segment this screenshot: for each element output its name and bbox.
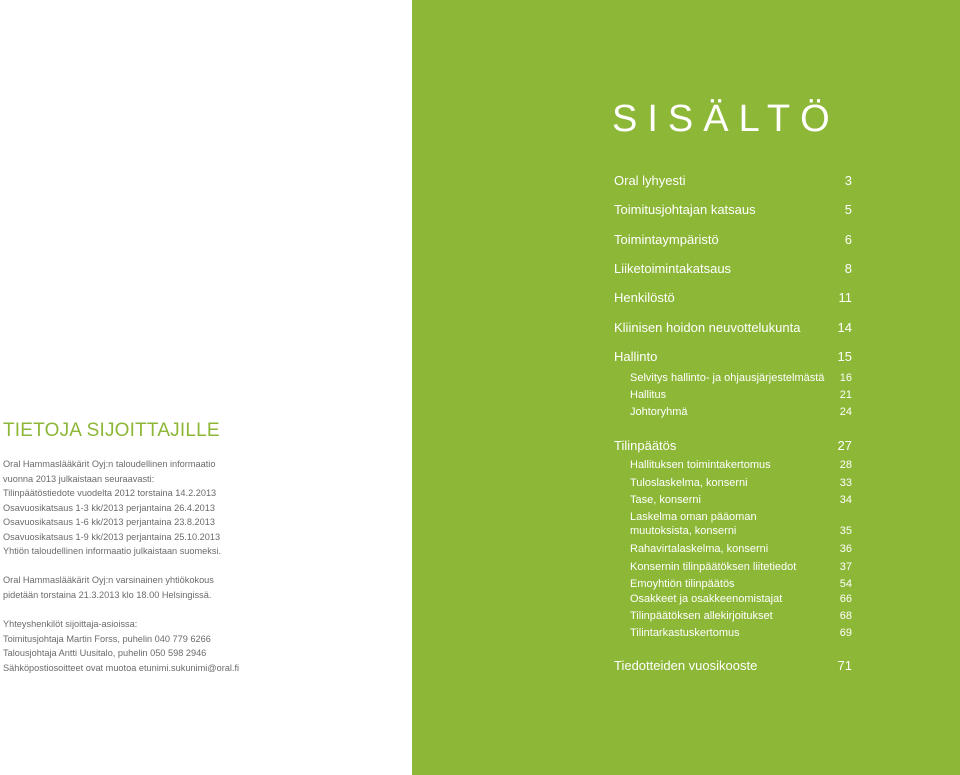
- toc-entry-page: 54: [839, 578, 852, 590]
- toc-entry-label: Osakkeet ja osakkeenomistajat: [630, 593, 783, 605]
- toc-entry-page: 66: [839, 593, 852, 605]
- toc-entry-page: 35: [839, 525, 852, 537]
- toc-entry-label: Selvitys hallinto- ja ohjausjärjestelmästä: [630, 372, 825, 384]
- toc-entry-page: 68: [839, 610, 852, 622]
- toc-entry-page: 5: [844, 202, 852, 217]
- info-line: Osavuosikatsaus 1-9 kk/2013 perjantaina 25.10.2013: [3, 532, 221, 542]
- toc-entry-label: Konsernin tilinpäätöksen liitetiedot: [630, 561, 797, 573]
- info-line: pidetään torstaina 21.3.2013 klo 18.00 Helsingissä.: [3, 590, 212, 600]
- table-of-contents-panel: [412, 0, 960, 775]
- toc-entry-page: 33: [839, 477, 852, 489]
- toc-entry-label: Tilinpäätöksen allekirjoitukset: [630, 610, 773, 622]
- toc-entry-label: Hallituksen toimintakertomus: [630, 459, 771, 471]
- toc-entry-page: 3: [844, 173, 852, 188]
- toc-entry-page: 28: [839, 459, 852, 471]
- toc-entry-label: Tiedotteiden vuosikooste: [614, 658, 758, 673]
- toc-entry-label: Toimitusjohtajan katsaus: [614, 202, 756, 217]
- toc-entry-label: Tilinpäätös: [614, 438, 677, 453]
- toc-entry-label: Johtoryhmä: [630, 406, 688, 418]
- toc-entry-label: Henkilöstö: [614, 290, 675, 305]
- toc-entry-label: Tilintarkastuskertomus: [630, 627, 740, 639]
- toc-title: SISÄLTÖ: [612, 98, 840, 140]
- toc-entry-page: 34: [839, 494, 852, 506]
- toc-entry-label: Tase, konserni: [630, 494, 701, 506]
- toc-entry-label: Oral lyhyesti: [614, 173, 686, 188]
- toc-entry-page: 36: [839, 543, 852, 555]
- toc-entry-label: Toimintaympäristö: [614, 232, 719, 247]
- info-line: Yhtiön taloudellinen informaatio julkaistaan suomeksi.: [3, 546, 222, 556]
- toc-entry-page: 21: [839, 389, 852, 401]
- info-line: Osavuosikatsaus 1-6 kk/2013 perjantaina 23.8.2013: [3, 517, 215, 527]
- toc-entry-page: 71: [837, 658, 852, 673]
- toc-entry-label: Kliinisen hoidon neuvottelukunta: [614, 320, 801, 335]
- toc-entry-label: Liiketoimintakatsaus: [614, 261, 732, 276]
- toc-entry-page: 27: [837, 438, 852, 453]
- toc-entry-label: Laskelma oman pääoman: [630, 511, 757, 523]
- toc-entry-page: 8: [844, 261, 852, 276]
- investor-info-title: TIETOJA SIJOITTAJILLE: [3, 420, 220, 441]
- toc-entry-page: 6: [844, 232, 852, 247]
- toc-entry-page: 24: [839, 406, 852, 418]
- info-line: Oral Hammaslääkärit Oyj:n taloudellinen informaatio: [3, 459, 216, 469]
- toc-entry-label: Tuloslaskelma, konserni: [630, 477, 748, 489]
- toc-entry-page: 16: [839, 372, 852, 384]
- info-line: Talousjohtaja Antti Uusitalo, puhelin 050 598 2946: [3, 648, 207, 658]
- info-line: vuonna 2013 julkaistaan seuraavasti:: [3, 474, 155, 484]
- toc-entry-page: 14: [837, 320, 852, 335]
- info-line: Oral Hammaslääkärit Oyj:n varsinainen yhtiökokous: [3, 575, 214, 585]
- toc-entry-page: 69: [839, 627, 852, 639]
- toc-entry-label: Hallitus: [630, 389, 667, 401]
- toc-entry-page: 15: [837, 349, 852, 364]
- toc-entry-page: 37: [839, 561, 852, 573]
- info-line: Yhteyshenkilöt sijoittaja-asioissa:: [3, 619, 138, 629]
- toc-entry-label-line2: muutoksista, konserni: [630, 525, 737, 537]
- info-line: Sähköpostiosoitteet ovat muotoa etunimi.sukunimi@oral.fi: [3, 663, 240, 673]
- toc-entry-label: Rahavirtalaskelma, konserni: [630, 543, 769, 555]
- info-line: Tilinpäätöstiedote vuodelta 2012 torstaina 14.2.2013: [3, 488, 217, 498]
- toc-entry-page: 11: [838, 290, 852, 305]
- info-line: Toimitusjohtaja Martin Forss, puhelin 040 779 6266: [3, 634, 211, 644]
- toc-entry-label: Hallinto: [614, 349, 658, 364]
- investor-info-panel: [0, 0, 412, 775]
- info-line: Osavuosikatsaus 1-3 kk/2013 perjantaina 26.4.2013: [3, 503, 215, 513]
- toc-entry-label: Emoyhtiön tilinpäätös: [630, 578, 735, 590]
